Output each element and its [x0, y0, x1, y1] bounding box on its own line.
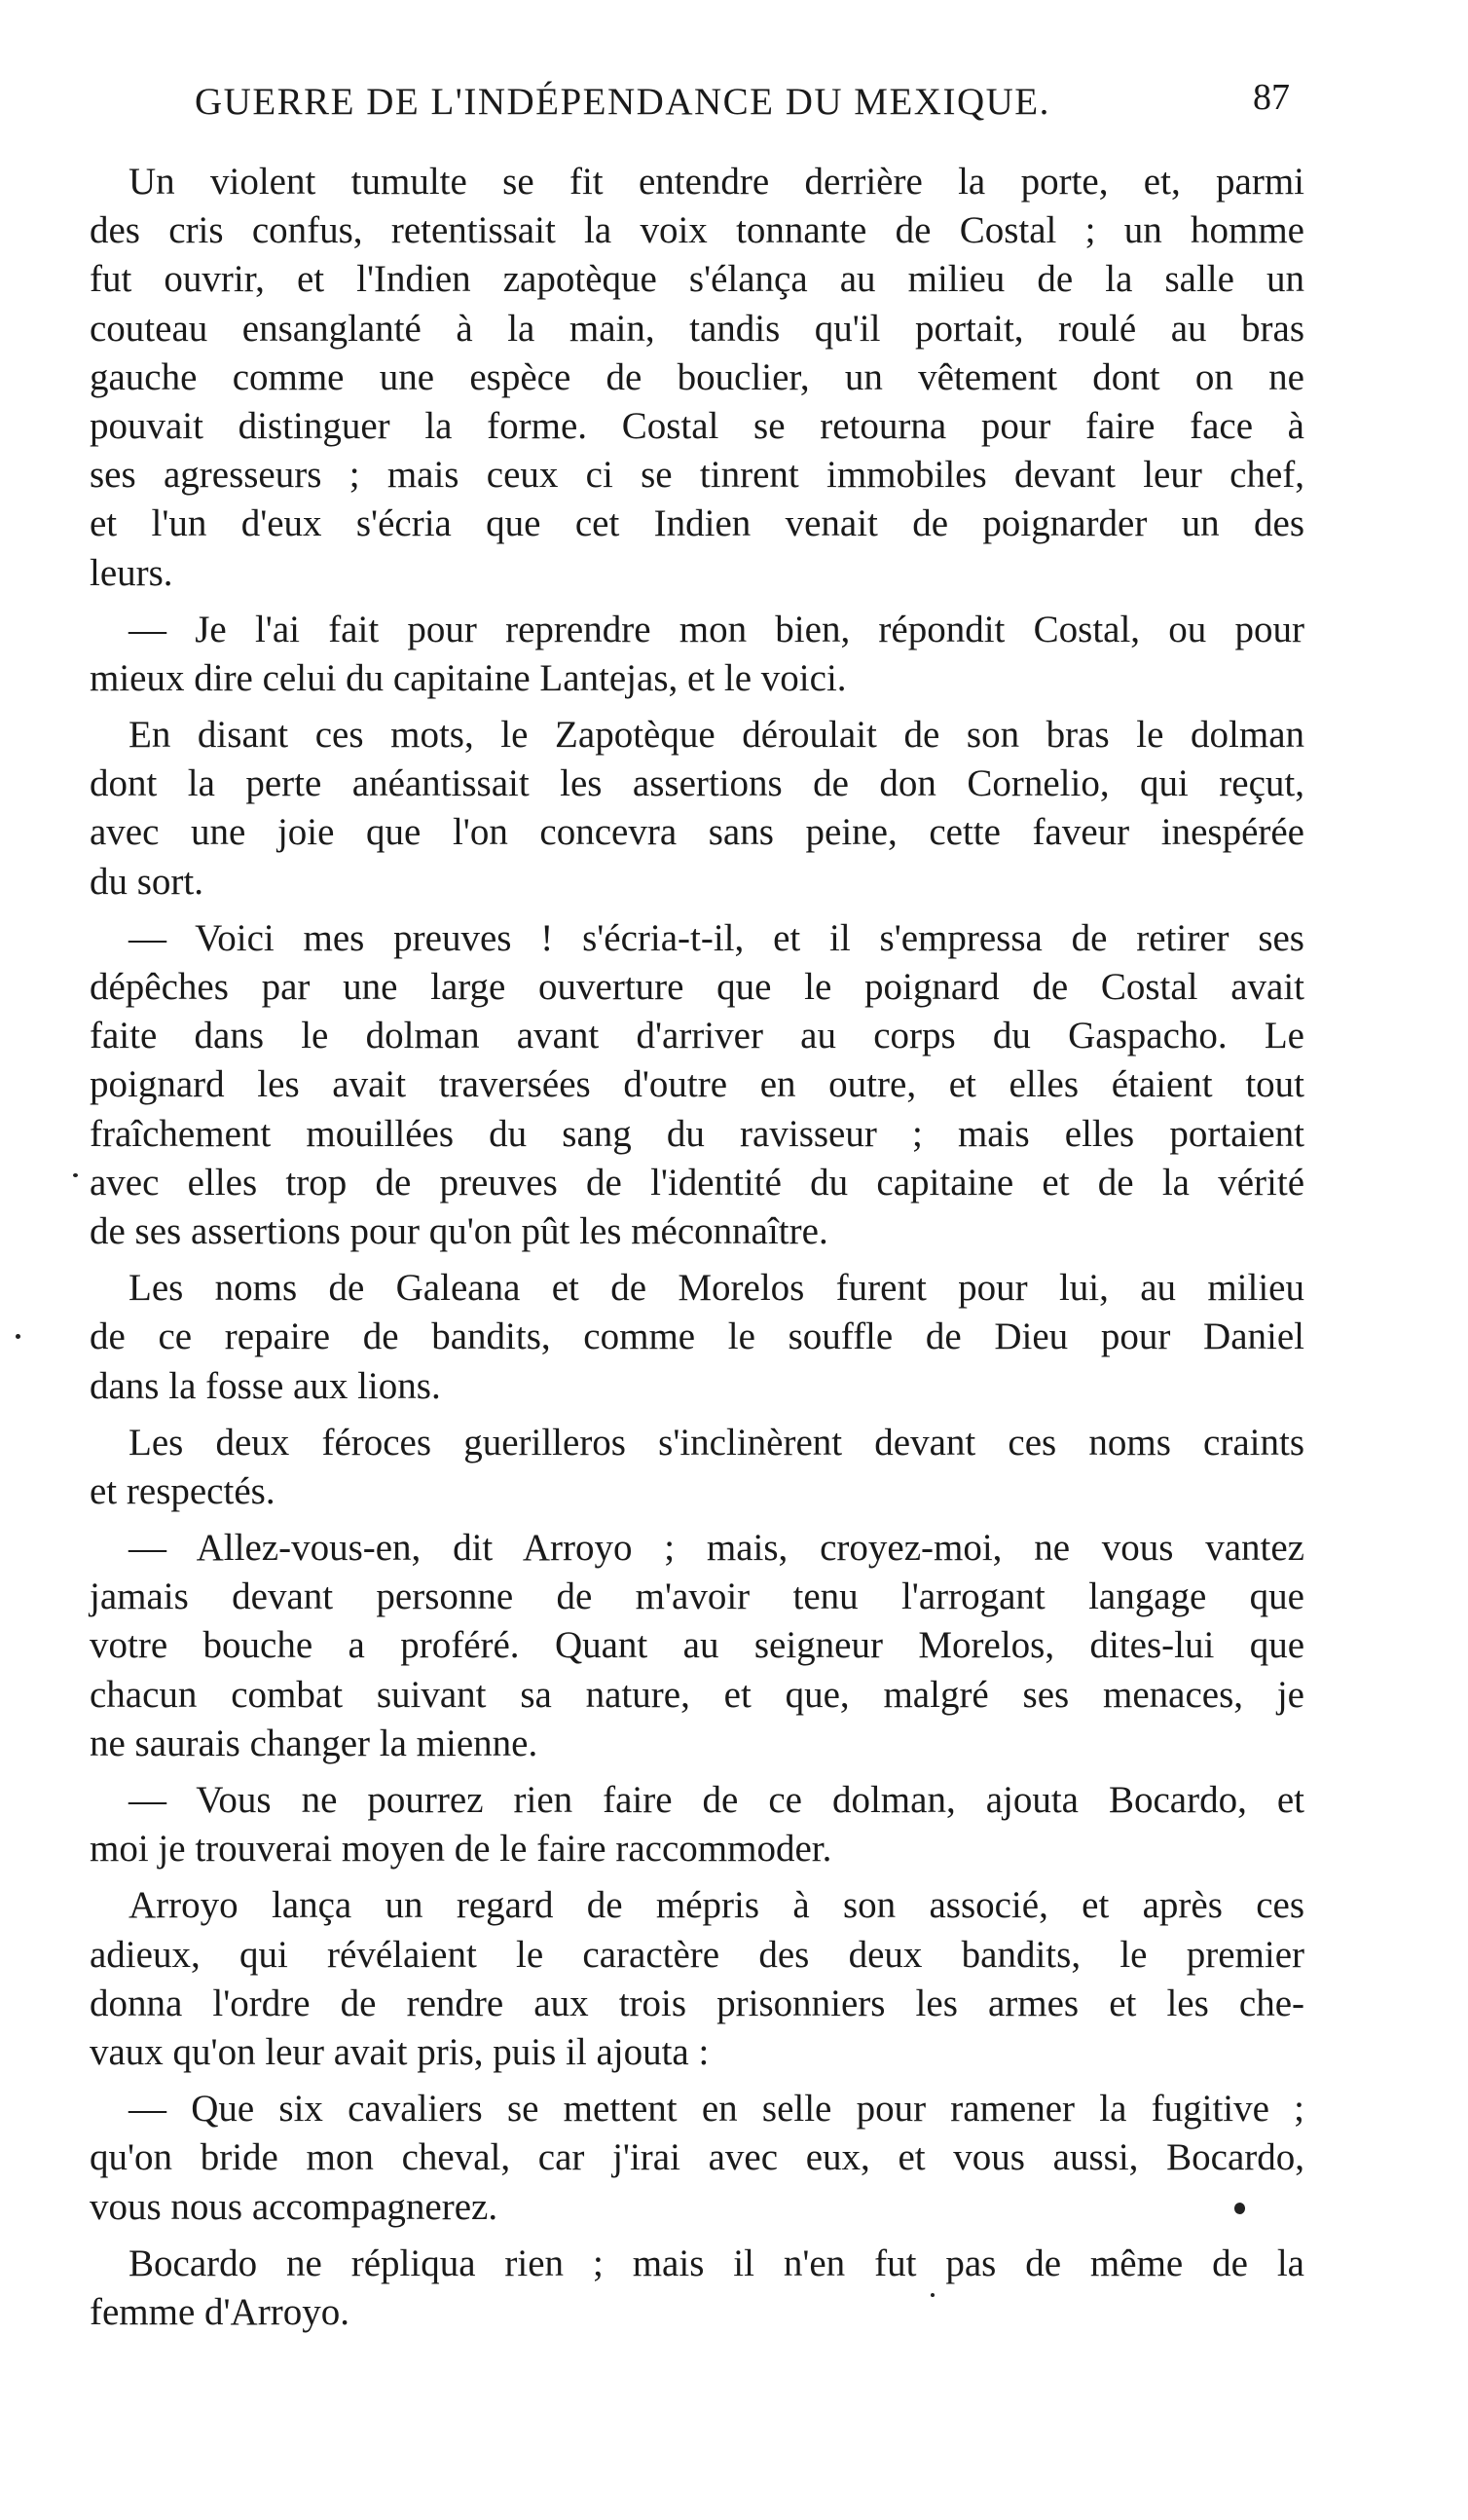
text-line: votre bouche a proféré. Quant au seigneur Morelos, dites-lui que — [90, 1624, 1304, 1667]
text-line: et l'un d'eux s'écria que cet Indien venait de poignarder un des — [90, 502, 1304, 545]
text-line: dont la perte anéantissait les assertions de don Cornelio, qui reçut, — [90, 762, 1304, 805]
text-line: — Je l'ai fait pour reprendre mon bien, répondit Costal, ou pour — [128, 608, 1304, 650]
text-line: couteau ensanglanté à la main, tandis qu'il portait, roulé au bras — [90, 307, 1304, 350]
text-line: — Voici mes preuves ! s'écria-t-il, et il s'empressa de retirer ses — [128, 916, 1304, 959]
text-line: de ses assertions pour qu'on pût les méconnaître. — [90, 1209, 828, 1252]
text-line: moi je trouverai moyen de le faire raccommoder. — [90, 1828, 832, 1871]
text-line: avec elles trop de preuves de l'identité du capitaine et de la vérité — [90, 1161, 1304, 1204]
text-line: de ce repaire de bandits, comme le souffle de Dieu pour Daniel — [90, 1316, 1304, 1358]
text-line: Les noms de Galeana et de Morelos furent pour lui, au milieu — [128, 1267, 1304, 1310]
text-line: gauche comme une espèce de bouclier, un vêtement dont on ne — [90, 355, 1304, 398]
text-line: faite dans le dolman avant d'arriver au corps du Gaspacho. Le — [90, 1015, 1304, 1057]
text-line: du sort. — [90, 860, 203, 903]
text-line: vaux qu'on leur avait pris, puis il ajouta : — [90, 2030, 710, 2073]
text-line: Bocardo ne répliqua rien ; mais il n'en fut pas de même de la — [128, 2242, 1304, 2284]
text-line: pouvait distinguer la forme. Costal se retourna pour faire face à — [90, 404, 1304, 447]
text-line: En disant ces mots, le Zapotèque déroulait de son bras le dolman — [128, 714, 1304, 757]
text-line: Les deux féroces guerilleros s'inclinèrent devant ces noms craints — [128, 1421, 1304, 1464]
text-line: des cris confus, retentissait la voix tonnante de Costal ; un homme — [90, 209, 1304, 252]
running-title: GUERRE DE L'INDÉPENDANCE DU MEXIQUE. — [195, 81, 1050, 123]
ink-speck — [73, 1173, 78, 1177]
text-line: dans la fosse aux lions. — [90, 1364, 441, 1407]
text-line: jamais devant personne de m'avoir tenu l'arrogant langage que — [90, 1575, 1304, 1618]
text-line: qu'on bride mon cheval, car j'irai avec eux, et vous aussi, Bocardo, — [90, 2136, 1304, 2179]
paragraph — [90, 1776, 1304, 1873]
paragraph — [90, 1419, 1304, 1516]
text-line: ne saurais changer la mienne. — [90, 1722, 538, 1764]
body-text — [90, 158, 1304, 2345]
text-line: femme d'Arroyo. — [90, 2290, 349, 2333]
running-head — [195, 77, 1290, 138]
paragraph — [90, 2240, 1304, 2337]
text-line: leurs. — [90, 551, 173, 594]
ink-speck — [16, 1334, 20, 1339]
paragraph — [90, 1881, 1304, 2077]
text-line: — Allez-vous-en, dit Arroyo ; mais, croyez-moi, ne vous vantez — [128, 1527, 1304, 1570]
text-line: poignard les avait traversées d'outre en outre, et elles étaient tout — [90, 1063, 1304, 1106]
text-line: ses agresseurs ; mais ceux ci se tinrent immobiles devant leur chef, — [90, 454, 1304, 497]
text-line: chacun combat suivant sa nature, et que, malgré ses menaces, je — [90, 1673, 1304, 1716]
text-line: — Que six cavaliers se mettent en selle pour ramener la fugitive ; — [128, 2088, 1304, 2131]
text-line: fraîchement mouillées du sang du ravisseur ; mais elles portaient — [90, 1112, 1304, 1155]
text-line: fut ouvrir, et l'Indien zapotèque s'élança au milieu de la salle un — [90, 258, 1304, 301]
paragraph — [90, 1264, 1304, 1411]
text-line: dépêches par une large ouverture que le poignard de Costal avait — [90, 966, 1304, 1008]
paragraph — [90, 606, 1304, 703]
text-line: Un violent tumulte se fit entendre derrière la porte, et, parmi — [128, 161, 1304, 203]
paragraph — [90, 1524, 1304, 1768]
text-line: avec une joie que l'on concevra sans peine, cette faveur inespérée — [90, 811, 1304, 854]
text-line: mieux dire celui du capitaine Lantejas, et le voici. — [90, 656, 847, 699]
text-line: — Vous ne pourrez rien faire de ce dolman, ajouta Bocardo, et — [128, 1779, 1304, 1821]
text-line: vous nous accompagnerez. — [90, 2185, 498, 2228]
text-line: Arroyo lança un regard de mépris à son associé, et après ces — [128, 1884, 1304, 1927]
paragraph — [90, 914, 1304, 1256]
paragraph — [90, 2085, 1304, 2232]
page-number: 87 — [1253, 77, 1290, 118]
paragraph — [90, 158, 1304, 598]
text-line: donna l'ordre de rendre aux trois prisonniers les armes et les che- — [90, 1982, 1304, 2024]
ink-speck — [931, 2293, 935, 2297]
text-line: adieux, qui révélaient le caractère des deux bandits, le premier — [90, 1933, 1304, 1976]
paragraph — [90, 711, 1304, 907]
text-line: et respectés. — [90, 1469, 275, 1512]
ink-speck — [1234, 2203, 1245, 2214]
